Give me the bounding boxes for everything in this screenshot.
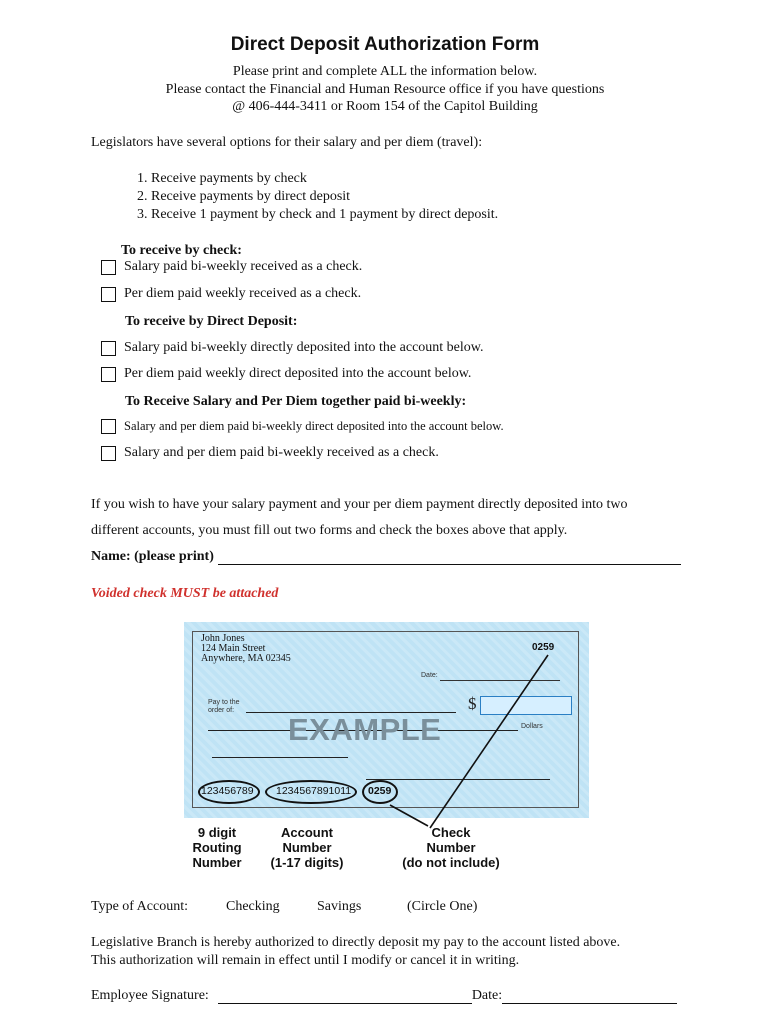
- signature-row: [91, 988, 677, 1004]
- signature-label: Employee Signature:: [91, 988, 209, 1003]
- checkbox-label: Per diem paid weekly direct deposited into the account below.: [124, 366, 472, 381]
- callout-text: 9 digit: [197, 825, 237, 840]
- routing-callout: [184, 825, 250, 870]
- checkbox-label: Salary paid bi-weekly directly deposited into the account below.: [124, 340, 484, 355]
- callout-line-check-number-top: [430, 655, 548, 828]
- check-number-top: 0259: [532, 642, 555, 653]
- authorization-line-1: Legislative Branch is hereby authorized to directly deposit my pay to the account listed above.: [91, 935, 621, 950]
- dollars-label: Dollars: [521, 723, 543, 730]
- callout-text: Number: [426, 840, 476, 855]
- voided-check-note: Voided check MUST be attached: [91, 586, 279, 601]
- account-type-label: Type of Account:: [91, 899, 188, 914]
- dollar-sign: $: [468, 694, 477, 713]
- account-type-savings[interactable]: Savings: [317, 899, 362, 914]
- check-date-label: Date:: [421, 672, 438, 679]
- check-heading: To receive by check:: [121, 243, 242, 258]
- example-watermark: EXAMPLE: [288, 712, 442, 747]
- check-holder-city: Anywhere, MA 02345: [201, 653, 291, 664]
- check-holder-street: 124 Main Street: [201, 643, 266, 654]
- direct-deposit-heading: To receive by Direct Deposit:: [125, 314, 298, 329]
- pay-to-text: Pay to the: [208, 699, 240, 706]
- callout-text: Routing: [192, 840, 242, 855]
- option-item: 3. Receive 1 payment by check and 1 payment by direct deposit.: [137, 207, 499, 222]
- check-number-micr: 0259: [368, 785, 392, 797]
- callout-text: (do not include): [402, 855, 500, 870]
- two-accounts-line-1: If you wish to have your salary payment and your per diem payment directly deposited into two: [91, 497, 628, 512]
- intro-line-1: Please print and complete ALL the information below.: [232, 64, 538, 79]
- check-number-callout: [397, 825, 505, 870]
- together-heading: To Receive Salary and Per Diem together paid bi-weekly:: [125, 394, 467, 409]
- callout-text: Number: [282, 840, 332, 855]
- intro-line-3: @ 406-444-3411 or Room 154 of the Capitol Building: [232, 99, 538, 114]
- callout-text: Account: [281, 825, 333, 840]
- account-type-checking[interactable]: Checking: [226, 899, 280, 914]
- option-item: 1. Receive payments by check: [137, 171, 307, 186]
- circle-one-note: (Circle One): [407, 899, 478, 914]
- two-accounts-line-2: different accounts, you must fill out two forms and check the boxes above that apply.: [91, 523, 568, 538]
- account-number-micr: 1234567891011: [276, 785, 352, 797]
- callout-line-check-number: [390, 805, 428, 826]
- callout-text: (1-17 digits): [270, 855, 344, 870]
- name-label: Name: (please print): [91, 549, 214, 564]
- check-holder-name: John Jones: [201, 633, 245, 644]
- callout-text: Check: [431, 825, 471, 840]
- options-intro: Legislators have several options for their salary and per diem (travel):: [91, 135, 483, 150]
- checkbox-label: Salary and per diem paid bi-weekly direct deposited into the account below.: [124, 419, 504, 433]
- authorization-line-2: This authorization will remain in effect until I modify or cancel it in writing.: [91, 953, 520, 968]
- routing-number-micr: 123456789: [201, 785, 254, 797]
- order-of-text: order of:: [208, 707, 235, 714]
- checkbox-label: Salary and per diem paid bi-weekly received as a check.: [124, 445, 439, 460]
- intro-line-2: Please contact the Financial and Human Resource office if you have questions: [165, 82, 605, 97]
- checkbox-label: Per diem paid weekly received as a check.: [124, 286, 362, 301]
- date-label: Date:: [471, 988, 503, 1003]
- option-item: 2. Receive payments by direct deposit: [137, 189, 351, 204]
- checkbox-label: Salary paid bi-weekly received as a check.: [124, 259, 363, 274]
- date-input-line[interactable]: [502, 989, 677, 1004]
- account-callout: [262, 825, 352, 870]
- signature-input-line[interactable]: [218, 989, 472, 1004]
- callout-text: Number: [192, 855, 242, 870]
- form-title: Direct Deposit Authorization Form: [230, 34, 540, 55]
